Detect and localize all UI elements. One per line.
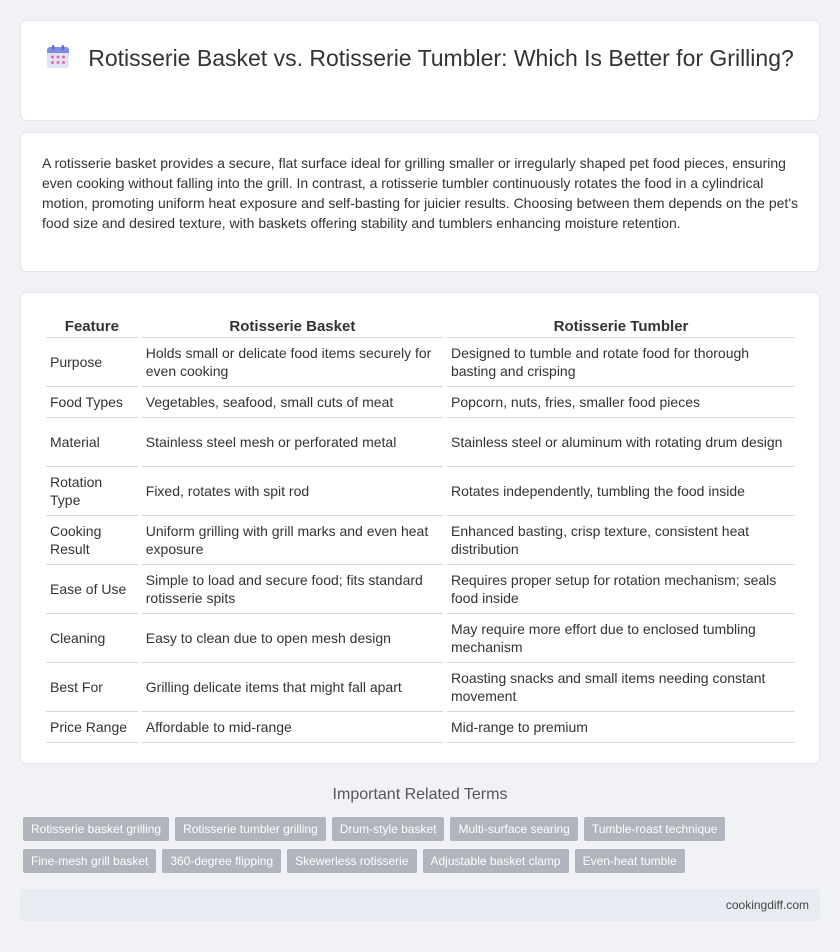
footer-site[interactable]: cookingdiff.com [725,898,809,912]
tumbler-cell: May require more effort due to enclosed tumbling mechanism [447,614,795,663]
summary-text: A rotisserie basket provides a secure, flat surface ideal for grilling smaller or irregularly shaped pet food pieces, ensuring even cooking without falling into the grill. In contrast, a rotisserie tumbler continuously rotates the food in a cylindrical motion, promoting uniform heat exposure and self-basting for juicier results. Choosing between them depends on the pet's food size and desired texture, with baskets offering stability and tumblers enhancing moisture retention. [42,155,798,231]
tumbler-cell: Requires proper setup for rotation mechanism; seals food inside [447,565,795,614]
tag-skewerless-rotisserie[interactable]: Skewerless rotisserie [287,849,416,873]
table-row [46,712,795,743]
tag-tumble-roast-technique[interactable]: Tumble-roast technique [584,817,726,841]
table-row [46,565,795,614]
feature-cell: Cooking Result [46,516,138,565]
basket-cell: Easy to clean due to open mesh design [142,614,443,663]
feature-cell: Food Types [46,387,138,418]
comparison-table-card [20,292,820,764]
tag-adjustable-basket-clamp[interactable]: Adjustable basket clamp [423,849,569,873]
basket-cell: Fixed, rotates with spit rod [142,467,443,516]
basket-cell: Vegetables, seafood, small cuts of meat [142,387,443,418]
feature-cell: Best For [46,663,138,712]
tumbler-cell: Designed to tumble and rotate food for thorough basting and crisping [447,338,795,387]
feature-cell: Purpose [46,338,138,387]
comparison-table [42,313,799,743]
tag-row [23,817,783,841]
related-terms-tags [23,817,783,881]
summary-card [20,132,820,272]
feature-cell: Ease of Use [46,565,138,614]
header-tumbler: Rotisserie Tumbler [447,313,795,338]
basket-cell: Stainless steel mesh or perforated metal [142,418,443,467]
tumbler-cell: Popcorn, nuts, fries, smaller food pieces [447,387,795,418]
basket-cell: Holds small or delicate food items securely for even cooking [142,338,443,387]
page-title: Rotisserie Basket vs. Rotisserie Tumbler: Which Is Better for Grilling? [88,45,794,71]
table-row [46,516,795,565]
calendar-icon [46,45,70,69]
tumbler-cell: Rotates independently, tumbling the food inside [447,467,795,516]
table-row [46,387,795,418]
basket-cell: Grilling delicate items that might fall apart [142,663,443,712]
header-basket: Rotisserie Basket [142,313,443,338]
feature-cell: Cleaning [46,614,138,663]
basket-cell: Affordable to mid-range [142,712,443,743]
tag-rotisserie-basket-grilling[interactable]: Rotisserie basket grilling [23,817,169,841]
tumbler-cell: Mid-range to premium [447,712,795,743]
related-terms-title: Important Related Terms [332,786,508,803]
table-row [46,467,795,516]
tumbler-cell: Stainless steel or aluminum with rotating drum design [447,418,795,467]
feature-cell: Material [46,418,138,467]
title-wrap [21,44,819,73]
tag-fine-mesh-grill-basket[interactable]: Fine-mesh grill basket [23,849,156,873]
feature-cell: Price Range [46,712,138,743]
tag-even-heat-tumble[interactable]: Even-heat tumble [575,849,685,873]
tag-multi-surface-searing[interactable]: Multi-surface searing [450,817,577,841]
footer [20,889,820,921]
basket-cell: Uniform grilling with grill marks and even heat exposure [142,516,443,565]
table-row [46,418,795,467]
table-row [46,614,795,663]
table-row [46,338,795,387]
tag-drum-style-basket[interactable]: Drum-style basket [332,817,445,841]
tag-360-degree-flipping[interactable]: 360-degree flipping [162,849,281,873]
header-card [20,20,820,121]
tumbler-cell: Enhanced basting, crisp texture, consistent heat distribution [447,516,795,565]
basket-cell: Simple to load and secure food; fits standard rotisserie spits [142,565,443,614]
tumbler-cell: Roasting snacks and small items needing constant movement [447,663,795,712]
table-row [46,663,795,712]
feature-cell: Rotation Type [46,467,138,516]
header-feature: Feature [46,313,138,338]
tag-row [23,849,783,873]
tag-rotisserie-tumbler-grilling[interactable]: Rotisserie tumbler grilling [175,817,326,841]
table-header-row [46,313,795,338]
